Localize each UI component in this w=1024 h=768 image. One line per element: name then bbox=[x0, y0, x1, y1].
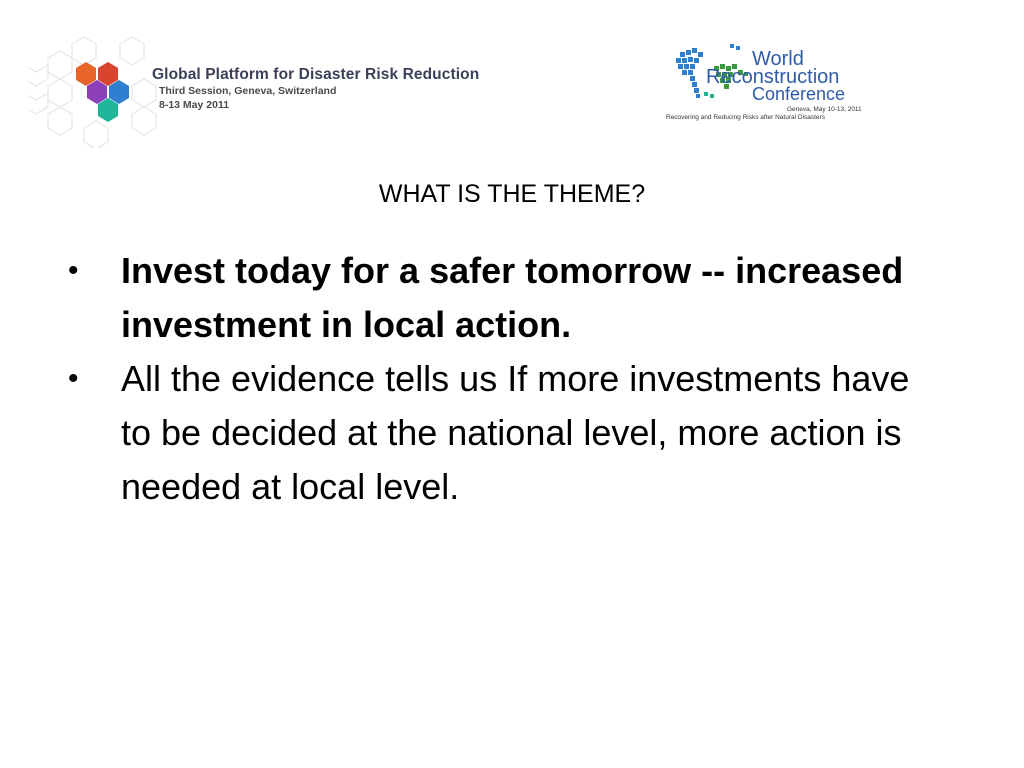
wrc-dates: Geneva, May 10-13, 2011 bbox=[787, 106, 862, 113]
world-reconstruction-logo bbox=[664, 40, 864, 124]
bullet-text: All the evidence tells us If more investments have to be decided at the national level, more action is needed at local level. bbox=[121, 358, 910, 507]
bullet-marker: • bbox=[68, 254, 79, 287]
global-platform-title: Global Platform for Disaster Risk Reduction bbox=[152, 66, 480, 83]
global-platform-session: Third Session, Geneva, Switzerland bbox=[159, 85, 337, 97]
bullet-list bbox=[68, 244, 918, 514]
global-platform-logo bbox=[28, 28, 548, 148]
bullet-item bbox=[68, 244, 918, 352]
wrc-reconstruction-text: Reconstruction bbox=[706, 66, 840, 88]
bullet-item bbox=[68, 352, 918, 514]
wrc-tagline: Recovering and Reducing Risks after Natural Disasters bbox=[666, 114, 825, 121]
bullet-text: Invest today for a safer tomorrow -- increased investment in local action. bbox=[121, 250, 904, 345]
wrc-world-text: World bbox=[752, 48, 804, 70]
wrc-conference-text: Conference bbox=[752, 84, 846, 104]
slide-heading: WHAT IS THE THEME? bbox=[378, 180, 646, 208]
global-platform-date: 8-13 May 2011 bbox=[159, 99, 230, 111]
bullet-marker: • bbox=[68, 362, 79, 395]
